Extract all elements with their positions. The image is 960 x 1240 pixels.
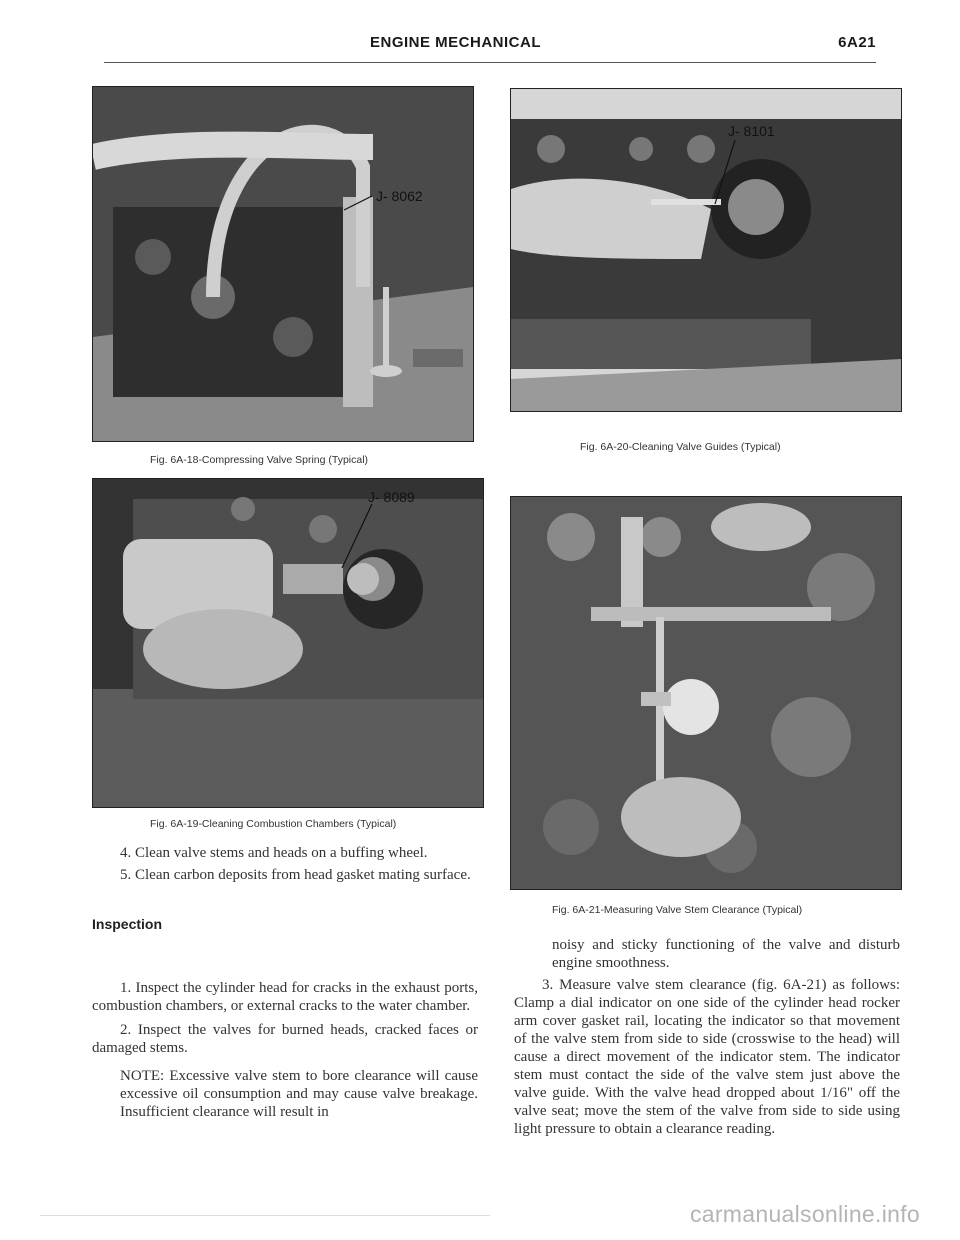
watermark: carmanualsonline.info	[689, 1201, 920, 1227]
step-3: 3. Measure valve stem clearance (fig. 6A-21) as follows: Clamp a dial indicator on one side of the cylinder head rocker arm cover gasket rail, locating the indicator so that movement of the valve stem from side to side (crosswise to the head) will cause a direct movement of the indicator stem. The indicator stem must contact the side of the valve stem just above the valve guide. With the valve head dropped about 1/16" off the valve seat; move the stem of the valve from side to side using light pressure to obtain a clearance reading.	[514, 977, 900, 1137]
figure-6a-20-callout	[510, 88, 900, 410]
step-5: 5. Clean carbon deposits from head gasket mating surface.	[120, 867, 471, 883]
figure-6a-18-caption: Fig. 6A-18-Compressing Valve Spring (Typical)	[150, 454, 369, 466]
figure-6a-19-caption: Fig. 6A-19-Cleaning Combustion Chambers (Typical)	[150, 818, 397, 830]
page-title: ENGINE MECHANICAL	[370, 34, 542, 51]
figure-6a-19-callout	[92, 478, 482, 806]
left-column-inspection	[92, 979, 478, 1121]
right-column-text	[514, 936, 900, 1138]
step-1: 1. Inspect the cylinder head for cracks in the exhaust ports, combustion chambers, or external cracks to the water chamber.	[92, 980, 478, 1014]
callout-j-8089: J- 8089	[368, 489, 415, 505]
figure-6a-18-callout	[92, 86, 472, 440]
continued-text: noisy and sticky functioning of the valve and disturb engine smoothness.	[552, 937, 900, 971]
page-number: 6A21	[838, 34, 876, 51]
section-heading-inspection: Inspection	[92, 916, 163, 932]
footer-rule	[40, 1215, 490, 1216]
header-rule	[104, 62, 876, 63]
step-2: 2. Inspect the valves for burned heads, cracked faces or damaged stems.	[92, 1022, 478, 1056]
callout-j-8101: J- 8101	[728, 123, 775, 139]
callout-j-8062: J- 8062	[376, 188, 423, 204]
left-column-steps	[92, 844, 478, 884]
page-header	[108, 34, 876, 64]
note: NOTE: Excessive valve stem to bore clearance will cause excessive oil consumption and may cause valve breakage. Insufficient clearance will result in	[120, 1068, 478, 1120]
figure-6a-20-caption: Fig. 6A-20-Cleaning Valve Guides (Typical)	[580, 441, 781, 453]
step-4: 4. Clean valve stems and heads on a buffing wheel.	[120, 845, 428, 861]
figure-6a-21-caption: Fig. 6A-21-Measuring Valve Stem Clearance (Typical)	[552, 904, 803, 916]
figure-6a-21-photo	[510, 496, 902, 890]
